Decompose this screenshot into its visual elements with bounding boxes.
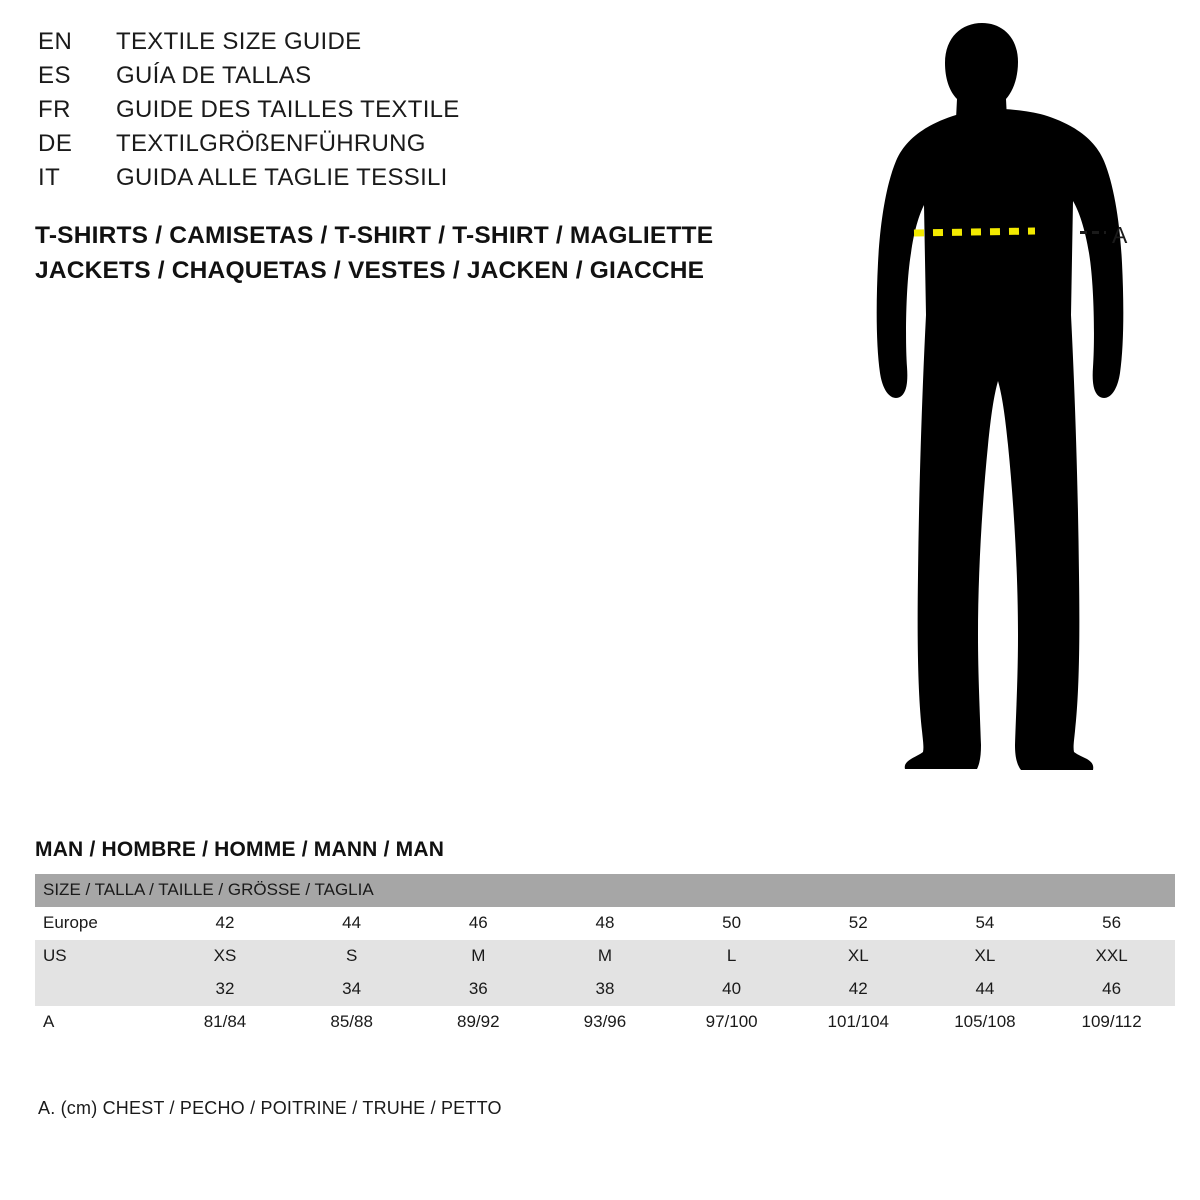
table-row — [35, 940, 1175, 973]
language-code: ES — [38, 62, 72, 89]
measure-label-a: A — [1112, 222, 1128, 248]
size-table — [35, 874, 1175, 1039]
table-cell: 46 — [1048, 973, 1175, 1006]
table-cell: 50 — [668, 907, 795, 940]
table-cell: 56 — [1048, 907, 1175, 940]
language-title: TEXTILE SIZE GUIDE — [116, 28, 362, 55]
table-cell: 85/88 — [288, 1006, 415, 1039]
row-label — [35, 973, 162, 1006]
table-cell: 93/96 — [542, 1006, 669, 1039]
table-cell: 105/108 — [922, 1006, 1049, 1039]
table-row — [35, 907, 1175, 940]
body-figure — [810, 15, 1200, 805]
table-cell: 97/100 — [668, 1006, 795, 1039]
table-cell: 46 — [415, 907, 542, 940]
male-silhouette-icon — [810, 15, 1200, 805]
table-cell: 32 — [162, 973, 289, 1006]
table-cell: 81/84 — [162, 1006, 289, 1039]
table-cell: 44 — [288, 907, 415, 940]
table-cell: 54 — [922, 907, 1049, 940]
category-jackets: JACKETS / CHAQUETAS / VESTES / JACKEN / GIACCHE — [35, 257, 705, 284]
table-title: MAN / HOMBRE / HOMME / MANN / MAN — [35, 838, 445, 861]
language-title: GUÍA DE TALLAS — [116, 62, 312, 89]
table-cell: S — [288, 940, 415, 973]
language-row — [38, 96, 738, 130]
table-cell: 36 — [415, 973, 542, 1006]
row-label: A — [35, 1006, 162, 1039]
language-code: FR — [38, 96, 71, 123]
category-tshirts: T-SHIRTS / CAMISETAS / T-SHIRT / T-SHIRT / MAGLIETTE — [35, 222, 714, 249]
garment-category-block — [35, 218, 795, 288]
language-title: GUIDE DES TAILLES TEXTILE — [116, 96, 460, 123]
table-cell: L — [668, 940, 795, 973]
language-guide-list — [38, 28, 738, 198]
table-row — [35, 1006, 1175, 1039]
table-cell: 48 — [542, 907, 669, 940]
table-cell: M — [542, 940, 669, 973]
table-cell: XL — [795, 940, 922, 973]
table-cell: 38 — [542, 973, 669, 1006]
table-cell: XXL — [1048, 940, 1175, 973]
language-row — [38, 130, 738, 164]
language-title: GUIDA ALLE TAGLIE TESSILI — [116, 164, 448, 191]
language-code: DE — [38, 130, 73, 157]
language-code: IT — [38, 164, 61, 191]
table-cell: XL — [922, 940, 1049, 973]
table-cell: 109/112 — [1048, 1006, 1175, 1039]
language-row — [38, 28, 738, 62]
size-table-section — [35, 838, 1175, 1039]
table-cell: 101/104 — [795, 1006, 922, 1039]
table-cell: 52 — [795, 907, 922, 940]
language-code: EN — [38, 28, 73, 55]
table-cell: 42 — [795, 973, 922, 1006]
table-row — [35, 973, 1175, 1006]
table-cell: 89/92 — [415, 1006, 542, 1039]
language-title: TEXTILGRÖßENFÜHRUNG — [116, 130, 426, 157]
footnote-chest: A. (cm) CHEST / PECHO / POITRINE / TRUHE / PETTO — [38, 1098, 502, 1118]
table-cell: 42 — [162, 907, 289, 940]
measure-leader-line — [1080, 231, 1106, 234]
table-cell: XS — [162, 940, 289, 973]
row-label: US — [35, 940, 162, 973]
row-label: Europe — [35, 907, 162, 940]
language-row — [38, 62, 738, 96]
table-header-row — [35, 874, 1175, 907]
language-row — [38, 164, 738, 198]
table-cell: 44 — [922, 973, 1049, 1006]
table-cell: M — [415, 940, 542, 973]
table-cell: 40 — [668, 973, 795, 1006]
table-cell: 34 — [288, 973, 415, 1006]
table-header-label: SIZE / TALLA / TAILLE / GRÖSSE / TAGLIA — [35, 874, 1175, 907]
